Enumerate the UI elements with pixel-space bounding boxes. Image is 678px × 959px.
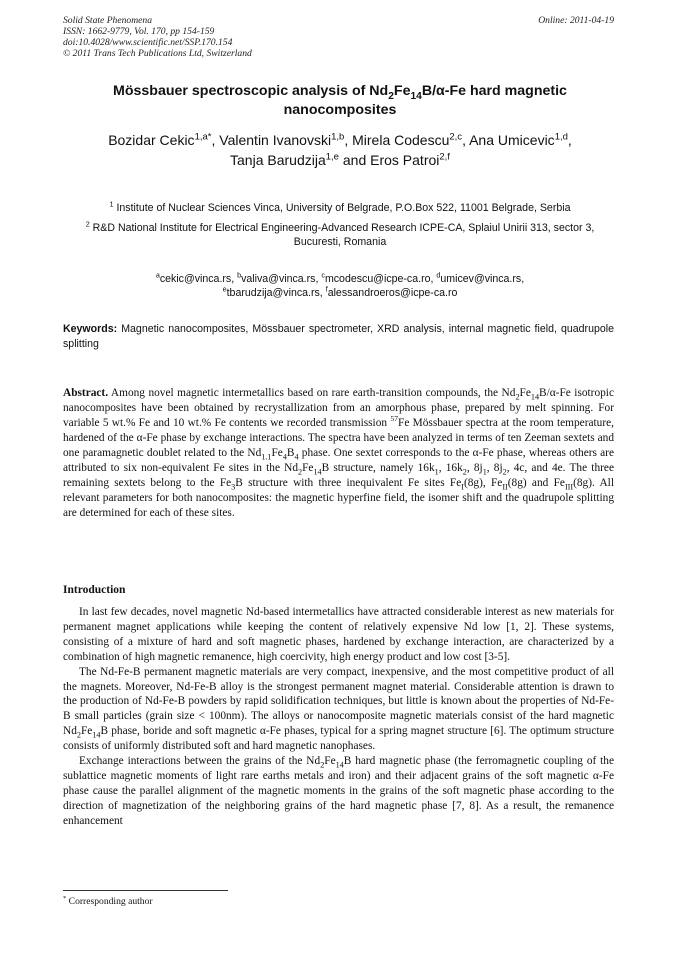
email: $^c$mcodescu@icpe-ca.ro <box>321 270 431 285</box>
email: $^d$umicev@vinca.rs <box>436 270 522 285</box>
copyright-line: © 2011 Trans Tech Publications Ltd, Switzerland <box>63 48 252 59</box>
doi-line: doi:10.4028/www.scientific.net/SSP.170.154 <box>63 37 233 48</box>
keywords-text: Magnetic nanocomposites, Mössbauer spectrometer, XRD analysis, internal magnetic field, quadrupole splitting <box>63 323 614 350</box>
author-list: Bozidar Cekic$^{1,a*}$, Valentin Ivanovski$^{1,b}$, Mirela Codescu$^{2,c}$, Ana Umicevic$^{1,d}$, Tanja Barudzija$^{1,e}$ and Eros Patroi$^{2,f}$ <box>108 131 572 168</box>
paragraph: The Nd-Fe-B permanent magnetic materials are very compact, inexpensive, and the most competitive product of all the magnets. Moreover, Nd-Fe-B alloy is the strongest permanent magnet material. Considerable attention is drawn to the production of Nd-Fe-B powders by rapid solidification techniques, but little is known about the properties of Nd-Fe-B small particles (grain size < 100nm). The alloys or nanocomposite magnetic materials consist of the hard magnetic $Nd_2Fe_{14}B$ phase, boride and soft magnetic α-Fe phases, typical for a spring magnet structure [6]. The optimum structure consists of uniformly distributed soft and hard magnetic nanophases. <box>63 665 614 753</box>
footnote: * Corresponding author <box>63 894 153 907</box>
paragraph: Exchange interactions between the grains of the $Nd_2Fe_{14}B$ hard magnetic phase (the ferromagnetic coupling of the sublattice magnetic moments of light rare earths metals and iron) and their adjacent grains of the soft magnetic α-Fe phase cause the parallel alignment of the magnetic moments in the grains of the soft magnetic phase according to the direction of magnetization of the neighboring grains of the hard magnetic phase [7, 8]. As a result, the remanence enhancement <box>63 755 614 827</box>
abstract: Abstract. Among novel magnetic intermetallics based on rare earth-transition compounds, the $Nd_2Fe_{14}B/\alpha-Fe$ isotropic nanocomposites have been obtained by recrystallization from an amorphous phase, prepared by melt spinning. For variable 5 wt.% Fe and 10 wt.% Fe contents we recorded transmission $^{57}$Fe Mössbauer spectra at the room temperature, hardened of the α-Fe phase by exchange interactions. The spectra have been analyzed in terms of ten Zeeman sextets and one paramagnetic doublet related to the $Nd_{1.1}Fe_4B_4$ phase. One sextet corresponds to the α-Fe phase, whereas others are attributed to six non-equivalent Fe sites in the $Nd_2Fe_{14}B$ structure, namely $16k_1$, $16k_2$, $8j_1$, $8j_2$, 4c, and 4e. The three remaining sextets belong to the $Fe_3B$ structure with three inequivalent Fe sites $Fe_I(8g)$, $Fe_{II}(8g)$ and $Fe_{III}(8g)$. All relevant parameters for both nanocomposites: the magnetic hyperfine field, the isomer shift and the quadrupole splitting are determined for each of these sites. <box>63 387 614 519</box>
affiliation: $^2$ R&D National Institute for Electrical Engineering-Advanced Research ICPE-CA, Splaiul Unirii 313, sector 3, Bucuresti, Romania <box>85 219 595 248</box>
email: $^b$valiva@vinca.rs <box>237 270 316 285</box>
email: $^f$alessandroeros@icpe-ca.ro <box>325 284 458 299</box>
online-date: Online: 2011-04-19 <box>538 15 614 26</box>
introduction-body <box>63 605 614 829</box>
affiliations <box>75 201 605 255</box>
email: $^e$tbarudzija@vinca.rs <box>222 284 320 299</box>
footnote-divider <box>63 890 228 891</box>
paper-title: Mössbauer spectroscopic analysis of $Nd_2Fe_{14}B/\alpha-Fe$ hard magnetic nanocomposites <box>113 83 567 118</box>
journal-name: Solid State Phenomena <box>63 15 152 26</box>
section-heading-introduction: Introduction <box>63 584 126 596</box>
author: Bozidar Cekic$^{1,a*}$ <box>108 131 212 148</box>
author: Mirela Codescu$^{2,c}$ <box>352 131 463 148</box>
affiliation: $^1$ Institute of Nuclear Sciences Vinca, University of Belgrade, P.O.Box 522, 11001 Belgrade, Serbia <box>109 199 571 214</box>
paragraph: In last few decades, novel magnetic Nd-based intermetallics have attracted considerable interest as new materials for permanent magnet applications while keeping the content of relatively expensive Nd low [1, 2]. These systems, consisting of a mixture of hard and soft magnetic phases, hardened by exchange interaction, are characterized by a combination of high magnetic remanence, high coercivity, high energy product and low cost [3-5]. <box>63 606 614 663</box>
author: Tanja Barudzija$^{1,e}$ <box>230 151 339 168</box>
issn-line: ISSN: 1662-9779, Vol. 170, pp 154-159 <box>63 26 215 37</box>
email: $^a$cekic@vinca.rs <box>155 270 232 285</box>
author: Ana Umicevic$^{1,d}$ <box>469 131 568 148</box>
author: Valentin Ivanovski$^{1,b}$ <box>219 131 345 148</box>
keywords-label: Keywords: <box>63 323 118 335</box>
keywords <box>63 322 614 352</box>
abstract-label: Abstract. <box>63 387 109 399</box>
author: Eros Patroi$^{2,f}$ <box>370 151 450 168</box>
email-list: $^a$cekic@vinca.rs, $^b$valiva@vinca.rs, $^c$mcodescu@icpe-ca.ro, $^d$umicev@vinca.rs, $^e$tbarudzija@vinca.rs, $^f$alessandroeros@icpe-ca.ro <box>155 270 525 299</box>
journal-header <box>63 15 252 59</box>
